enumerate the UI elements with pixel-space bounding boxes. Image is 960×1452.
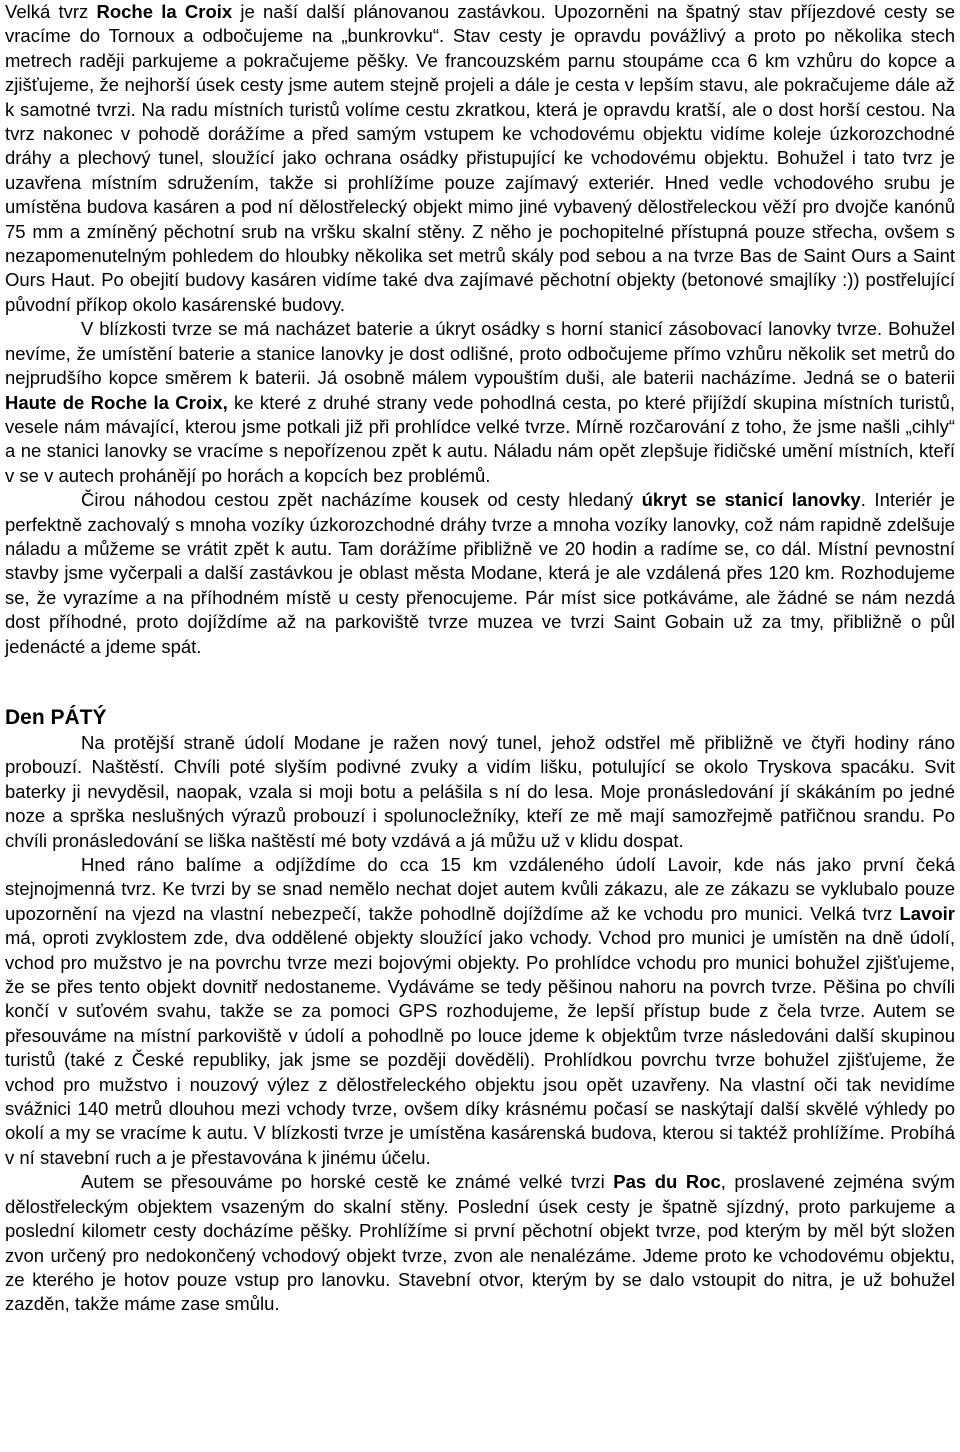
bold-place-name: Lavoir	[899, 902, 955, 924]
paragraph-pas-du-roc	[5, 1170, 955, 1316]
text-run: Autem se přesouváme po horské cestě ke známé velké tvrzi	[81, 1171, 614, 1193]
bold-place-name: Pas du Roc	[613, 1171, 721, 1193]
paragraph-battery	[5, 317, 955, 488]
section-heading-day-five: Den PÁTÝ	[5, 705, 107, 729]
text-run: ke které z druhé strany vede pohodlná cesta, po které přijíždí skupina místních turistů, vesele nám mávající, kterou jsme potkali již při prohlídce velké tvrze. Mírně rozčarování z toho, že jsme našli „cihly“ a ne stanici lanovky se vracíme s nepořízenou zpět k autu. Náladu nám opět zlepšuje řidičské umění místních, kteří v se v autech prohánějí po horách a kopcích bez problémů.	[5, 391, 955, 486]
text-run: V blízkosti tvrze se má nacházet baterie a úkryt osádky s horní stanicí zásobovací lanovky tvrze. Bohužel nevíme, že umístění baterie a stanice lanovky je dost odlišné, proto odbočujeme přímo vzhůru několik set metrů do nejprudšího kopce směrem k baterii. Já osobně málem vypouštím duši, ale baterii nacházíme. Jedná se o baterii	[5, 318, 955, 389]
paragraph-roche-la-croix	[5, 0, 955, 317]
document-page	[5, 0, 955, 1317]
paragraph-lavoir	[5, 853, 955, 1170]
text-run: Čirou náhodou cestou zpět nacházíme kousek od cesty hledaný	[81, 489, 642, 511]
bold-place-name: Haute de Roche la Croix,	[5, 391, 228, 413]
bold-place-name: úkryt se stanicí lanovky	[641, 489, 861, 511]
bold-place-name: Roche la Croix	[96, 1, 233, 22]
paragraph-fox	[5, 731, 955, 853]
text-run: Velká tvrz	[5, 1, 97, 22]
text-run: Hned ráno balíme a odjíždíme do cca 15 km vzdáleného údolí Lavoir, kde nás jako první čeká stejnojmenná tvrz. Ke tvrzi by se snad nemělo nechat dojet autem kvůli zákazu, ale ze zákazu se vyklubalo pouze upozornění na vjezd na vlastní nebezpečí, takže pohodlně dojíždíme až ke vchodu pro munici. Velká tvrz	[5, 854, 955, 924]
text-run: . Interiér je perfektně zachovalý s mnoha vozíky úzkorozchodné dráhy tvrze a mnoha vozíky lanovky, což nám rapidně zdelšuje náladu a můžeme se vrátit zpět k autu. Tam dorážíme přibližně ve 20 hodin a radíme se, co dál. Místní pevnostní stavby jsme vyčerpali a další zastávkou je oblast města Modane, která je ale vzdálená přes 120 km. Rozhodujeme se, že vyrazíme a na příhodném místě u cesty přenocujeme. Pár míst sice potkáváme, ale žádné se nám nezdá dost příhodné, proto dojíždíme až na parkoviště tvrze muzea ve tvrzi Saint Gobain už za tmy, přibližně o půl jedenácté a jdeme spát.	[5, 489, 955, 657]
text-run: je naší další plánovanou zastávkou. Upozorněni na špatný stav příjezdové cesty se vracíme do Tornoux a odbočujeme na „bunkrovku“. Stav cesty je opravdu povážlivý a proto po několika stech metrech raději parkujeme a pokračujeme pěšky. Ve francouzském parnu stoupáme cca 6 km vzhůru do kopce a zjišťujeme, že nejhorší úsek cesty jsme autem stejně projeli a dále je cesta v lepším stavu, ale pokračujeme dále až k samotné tvrzi. Na radu místních turistů volíme cestu zkratkou, která je opravdu kratší, ale o dost horší cestou. Na tvrz nakonec v pohodě dorážíme a před samým vstupem ke vchodovému objektu vidíme koleje úzkorozchodné dráhy a plechový tunel, sloužící jako ochrana osádky přistupující ke vchodovému objektu. Bohužel i tato tvrz je uzavřena místním sdružením, takže si prohlížíme pouze zajímavý exteriér. Hned vedle vchodového srubu je umístěna budova kasáren a pod ní dělostřelecký objekt mimo jiné vybavený dělostřeleckou věží pro dvojče kanónů 75 mm a zmíněný pěchotní srub na vršku skalní stěny. Z něho je pochopitelné přístupná pouze střecha, ovšem s nezapomenutelným pohledem do hloubky několika set metrů skály pod sebou a na tvrze Bas de Saint Ours a Saint Ours Haut. Po obejití budovy kasáren vidíme také dva zajímavé pěchotní objekty (betonové smajlíky :)) postřelující původní příkop okolo kasárenské budovy.	[5, 1, 955, 315]
paragraph-shelter	[5, 488, 955, 659]
text-run: , proslavené zejména svým dělostřeleckým objektem vsazeným do skalní stěny. Poslední úsek cesty je špatně sjízdný, proto parkujeme a poslední kilometr cesty docházíme pěšky. Prohlížíme si první pěchotní objekt tvrze, pod kterým by měl být složen zvon určený pro nedokončený vchodový objekt tvrze, zvon ale nenalézáme. Jdeme proto ke vchodovému objektu, ze kterého je hotov pouze vstup pro lanovku. Stavební otvor, kterým by se dalo vstoupit do nitra, je už bohužel zazděn, takže máme zase smůlu.	[5, 1171, 955, 1315]
text-run: Na protější straně údolí Modane je ražen nový tunel, jehož odstřel mě přibližně ve čtyři hodiny ráno probouzí. Naštěstí. Chvíli poté slyším podivné zvuky a vidím lišku, potulující se okolo Tryskova spacáku. Svit baterky ji nevyděsil, naopak, vzala si moji botu a pelášila s ní do lesa. Moje pronásledování jí skákáním po jedné noze a sprška neslušných výrazů probouzí i spolunocležníky, kteří ze mě mají samozřejmě patřičnou srandu. Po chvíli pronásledování se liška naštěstí mé boty vzdává a já můžu už v klidu dospat.	[5, 731, 955, 851]
section-gap	[5, 659, 955, 705]
text-run: má, oproti zvyklostem zde, dva oddělené objekty sloužící jako vchody. Vchod pro munici je umístěn na dně údolí, vchod pro mužstvo je na povrchu tvrze mezi bojovými objekty. Po prohlídce vchodu pro munici bohužel zjišťujeme, že se přes tento objekt dovnitř nedostaneme. Vydáváme se tedy pěšinou nahoru na povrch tvrze. Pěšina po chvíli končí v suťovém svahu, takže se za pomoci GPS rozhodujeme, že lepší přístup bude z čela tvrze. Autem se přesouváme na místní parkoviště v údolí a pohodlně po louce jdeme k objektům tvrze následováni další skupinou turistů (také z České republiky, jak jsme se později dověděli). Prohlídkou povrchu tvrze bohužel zjišťujeme, že vchod pro mužstvo i nouzový výlez z dělostřeleckého objektu jsou opět uzavřeny. Na vlastní oči tak nevidíme svážnici 140 metrů dlouhou mezi vchody tvrze, ovšem díky krásnému počasí se naskýtají další skvělé výhledy po okolí a my se vracíme k autu. V blízkosti tvrze je umístěna kasárenská budova, kterou si taktéž prohlížíme. Probíhá v ní stavební ruch a je přestavována k jinému účelu.	[5, 927, 955, 1168]
